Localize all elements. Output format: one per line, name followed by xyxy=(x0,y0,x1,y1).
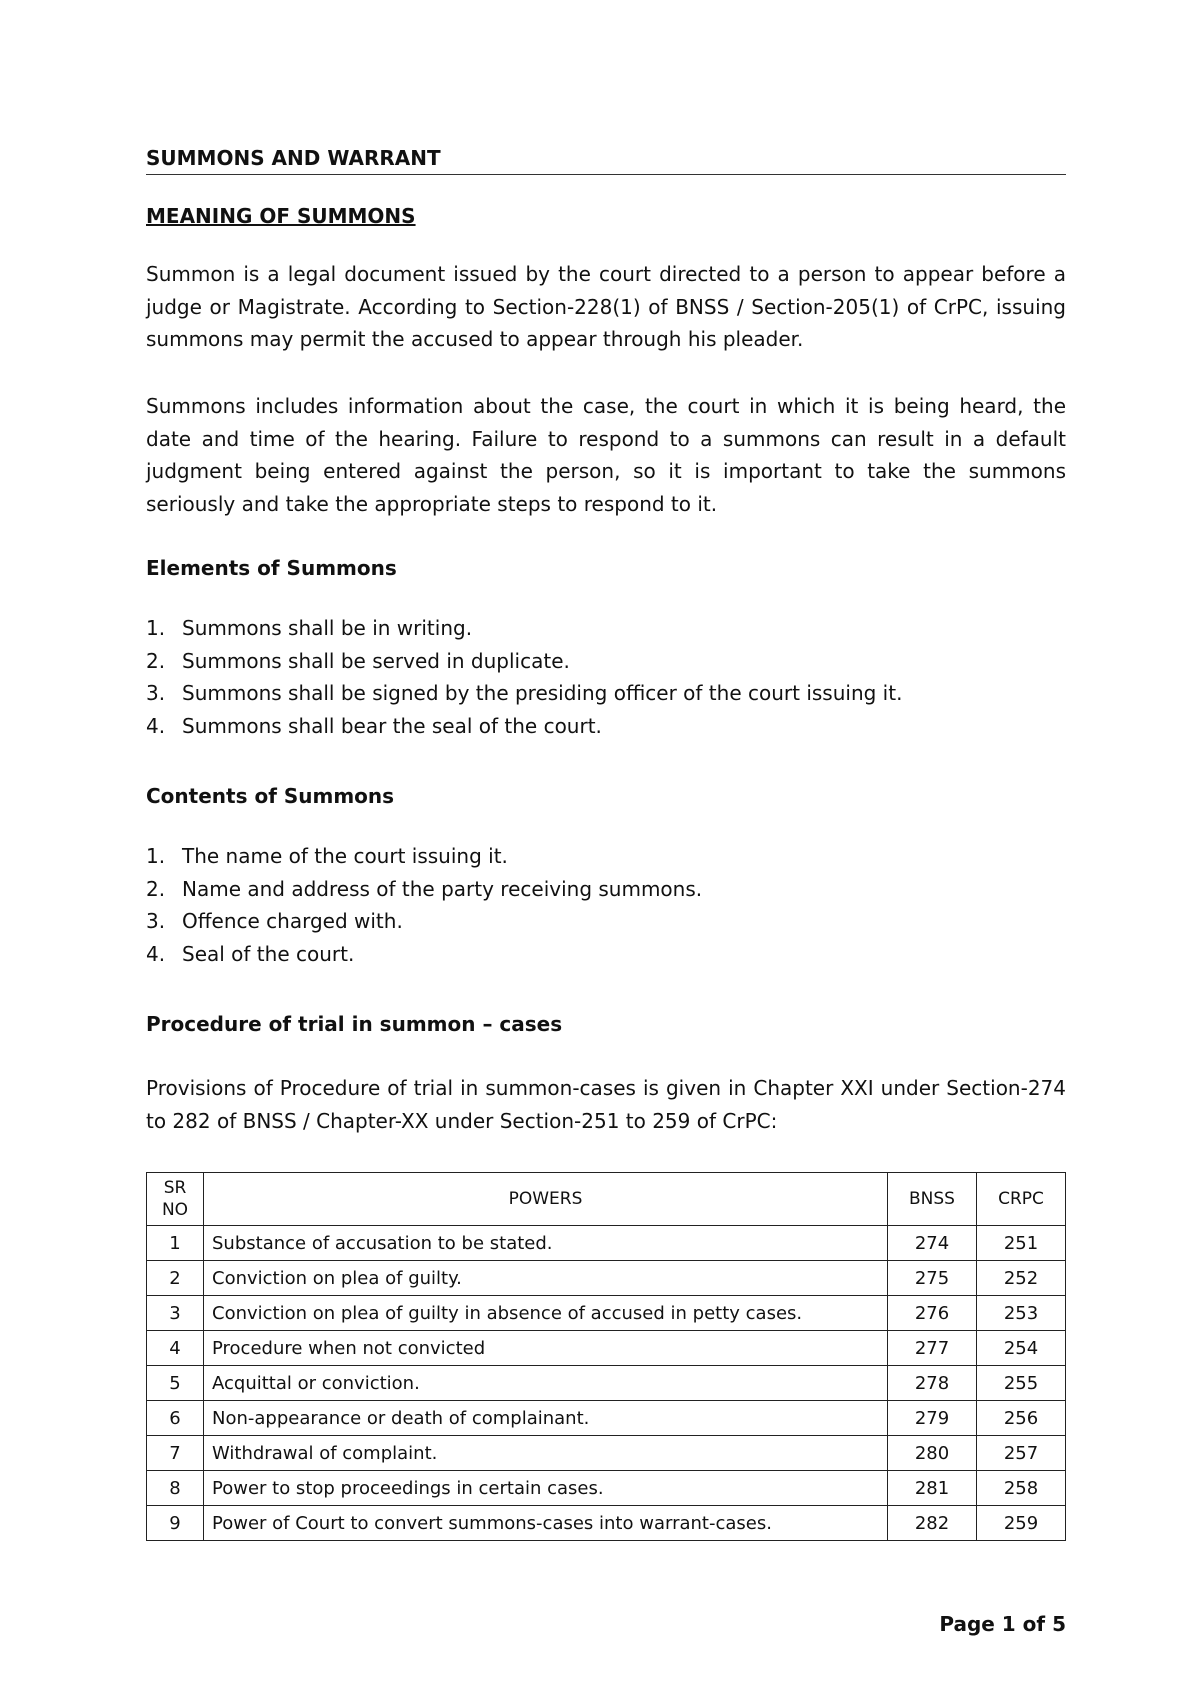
sr-cell: 1 xyxy=(147,1226,204,1261)
table-row xyxy=(147,1261,1066,1296)
power-cell: Substance of accusation to be stated. xyxy=(204,1226,888,1261)
power-cell: Conviction on plea of guilty. xyxy=(204,1261,888,1296)
table-header-row xyxy=(147,1173,1066,1226)
procedure-heading: Procedure of trial in summon – cases xyxy=(146,1012,563,1036)
table-row xyxy=(147,1471,1066,1506)
sr-cell: 6 xyxy=(147,1401,204,1436)
elements-heading: Elements of Summons xyxy=(146,556,397,580)
list-item: 1. Summons shall be in writing. xyxy=(146,616,473,640)
list-item: 1. The name of the court issuing it. xyxy=(146,844,508,868)
sr-cell: 7 xyxy=(147,1436,204,1471)
crpc-cell: 257 xyxy=(977,1436,1066,1471)
power-cell: Conviction on plea of guilty in absence of accused in petty cases. xyxy=(204,1296,888,1331)
table-row xyxy=(147,1366,1066,1401)
sr-cell: 3 xyxy=(147,1296,204,1331)
table-row xyxy=(147,1436,1066,1471)
crpc-cell: 251 xyxy=(977,1226,1066,1261)
powers-header: POWERS xyxy=(204,1173,888,1226)
power-cell: Power of Court to convert summons-cases into warrant-cases. xyxy=(204,1506,888,1541)
power-cell: Procedure when not convicted xyxy=(204,1331,888,1366)
bnss-header: BNSS xyxy=(888,1173,977,1226)
crpc-cell: 254 xyxy=(977,1331,1066,1366)
bnss-cell: 277 xyxy=(888,1331,977,1366)
sr-cell: 5 xyxy=(147,1366,204,1401)
bnss-cell: 282 xyxy=(888,1506,977,1541)
meaning-paragraph-2: Summons includes information about the case, the court in which it is being heard, the date and time of the hearing. Failure to respond to a summons can result in a default judgment being entered against the person, so it is important to take the summons seriously and take the appropriate steps to respond to it. xyxy=(146,394,1066,516)
list-item: 4. Summons shall bear the seal of the court. xyxy=(146,713,602,738)
bnss-cell: 278 xyxy=(888,1366,977,1401)
sr-cell: 4 xyxy=(147,1331,204,1366)
contents-heading: Contents of Summons xyxy=(146,784,395,808)
page-number: Page 1 of 5 xyxy=(939,1612,1066,1636)
meaning-paragraph-1: Summon is a legal document issued by the court directed to a person to appear before a judge or Magistrate. According to Section-228(1) of BNSS / Section-205(1) of CrPC, issuing summons may permit the accused to appear through his pleader. xyxy=(146,262,1066,352)
powers-table xyxy=(146,1172,1066,1541)
list-item: 4. Seal of the court. xyxy=(146,941,355,966)
elements-list xyxy=(146,612,902,742)
list-item: 3. Summons shall be signed by the presiding officer of the court issuing it. xyxy=(146,681,903,706)
bnss-cell: 275 xyxy=(888,1261,977,1296)
bnss-cell: 280 xyxy=(888,1436,977,1471)
sr-cell: 8 xyxy=(147,1471,204,1506)
crpc-cell: 252 xyxy=(977,1261,1066,1296)
bnss-cell: 279 xyxy=(888,1401,977,1436)
crpc-cell: 256 xyxy=(977,1401,1066,1436)
table-row xyxy=(147,1401,1066,1436)
power-cell: Acquittal or conviction. xyxy=(204,1366,888,1401)
table-row xyxy=(147,1226,1066,1261)
crpc-header: CRPC xyxy=(977,1173,1066,1226)
document-title: SUMMONS AND WARRANT xyxy=(146,146,1066,175)
sr-cell: 2 xyxy=(147,1261,204,1296)
crpc-cell: 253 xyxy=(977,1296,1066,1331)
table-row xyxy=(147,1506,1066,1541)
crpc-cell: 258 xyxy=(977,1471,1066,1506)
bnss-cell: 276 xyxy=(888,1296,977,1331)
sr-cell: 9 xyxy=(147,1506,204,1541)
table-row xyxy=(147,1331,1066,1366)
list-item: 2. Name and address of the party receiving summons. xyxy=(146,876,703,901)
sr-no-header: SR NO xyxy=(147,1173,204,1226)
contents-list xyxy=(146,840,702,970)
crpc-cell: 259 xyxy=(977,1506,1066,1541)
meaning-heading: MEANING OF SUMMONS xyxy=(146,204,416,228)
power-cell: Power to stop proceedings in certain cases. xyxy=(204,1471,888,1506)
procedure-paragraph: Provisions of Procedure of trial in summon-cases is given in Chapter XXI under Section-274 to 282 of BNSS / Chapter-XX under Section-251 to 259 of CrPC: xyxy=(146,1076,1066,1133)
bnss-cell: 281 xyxy=(888,1471,977,1506)
table-row xyxy=(147,1296,1066,1331)
list-item: 3. Offence charged with. xyxy=(146,909,403,934)
list-item: 2. Summons shall be served in duplicate. xyxy=(146,648,570,673)
crpc-cell: 255 xyxy=(977,1366,1066,1401)
power-cell: Withdrawal of complaint. xyxy=(204,1436,888,1471)
power-cell: Non-appearance or death of complainant. xyxy=(204,1401,888,1436)
bnss-cell: 274 xyxy=(888,1226,977,1261)
